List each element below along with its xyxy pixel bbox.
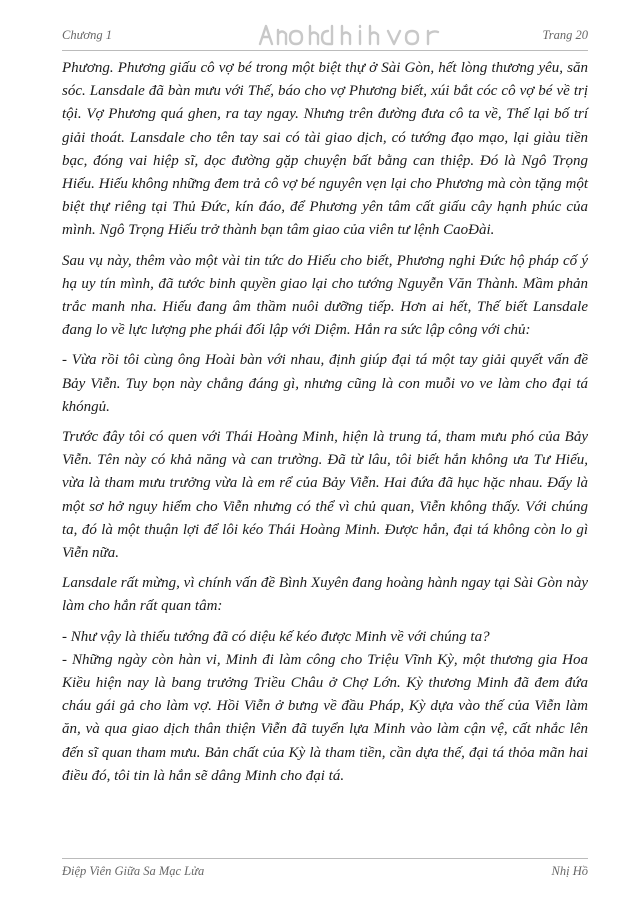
- book-title: Điệp Viên Giữa Sa Mạc Lửa: [62, 864, 205, 878]
- paragraph: Trước đây tôi có quen với Thái Hoàng Minh, hiện là trung tá, tham mưu phó của Bảy Viễn. Tên này có khả năng và can trường. Đã từ lâu, tôi biết hắn không ưa Tư Hiếu, vừa là tham mưu trưởng vừa là em rể của Bảy Viễn. Hai đứa đã hục hặc nhau. Đấy là một sơ hở nguy hiểm cho Viễn nhưng có thể vì chủ quan, Viễn không thấy. Với chúng ta, đó là một thuận lợi để lôi kéo Thái Hoàng Minh. Được hắn, đại tá không còn lo gì Viễn nữa.: [62, 429, 588, 562]
- paragraph: - Như vậy là thiếu tướng đã có diệu kế kéo được Minh về với chúng ta?: [62, 628, 490, 645]
- page-body: [62, 57, 588, 795]
- paragraph: Sau vụ này, thêm vào một vài tin tức do Hiếu cho biết, Phương nghi Đức hộ pháp cố ý hạ uy tín mình, đã tước binh quyền giao lại cho tướng Nguyễn Văn Thành. Mầm phản trắc manh nha. Hiếu đang âm thầm nuôi dưỡng tiếp. Hơn ai hết, Thế biết Lansdale đang lo về lực lượng phe phái đối lập với Diệm. Hắn ra sức lập công với chủ:: [62, 252, 588, 339]
- page-header: [62, 24, 588, 48]
- paragraph: Lansdale rất mừng, vì chính vấn đề Bình Xuyên đang hoàng hành ngay tại Sài Gòn này làm cho hắn rất quan tâm:: [62, 575, 588, 615]
- paragraph: - Vừa rồi tôi cùng ông Hoài bàn với nhau, định giúp đại tá một tay giải quyết vấn đề Bảy Viễn. Tuy bọn này chẳng đáng gì, nhưng cũng là con muỗi vo ve làm cho đại tá khóngủ.: [62, 352, 588, 415]
- publisher-watermark-logo: [252, 22, 452, 48]
- footer-divider: [62, 858, 588, 859]
- author-name: Nhị Hồ: [551, 864, 588, 878]
- paragraph: Phương. Phương giấu cô vợ bé trong một biệt thự ở Sài Gòn, hết lòng thương yêu, săn sóc. Lansdale đã bàn mưu với Thế, báo cho vợ Phương biết, xúi bắt cóc cô vợ bé về trị tội. Vợ Phương quá ghen, ra tay ngay. Nhưng trên đường đưa cô ta về, Thế lại bố trí giải thoát. Lansdale cho tên tay sai có tài giao dịch, có tướng đạo mạo, lại giàu tiền bạc, đóng vai hiệp sĩ, dọc đường gặp chuyện bất bằng can thiệp. Đó là Ngô Trọng Hiếu. Hiếu không những đem trả cô vợ bé nguyên vẹn lại cho Phương mà còn tặng một biệt thự riêng tại Thủ Đức, kín đáo, để Phương yên tâm cất giấu cây hạnh phúc của mình. Ngô Trọng Hiếu trở thành bạn tâm giao của viên tư lệnh CaoĐài.: [62, 60, 588, 239]
- header-divider: [62, 50, 588, 51]
- page-number: Trang 20: [542, 28, 588, 42]
- paragraph: - Những ngày còn hàn vi, Minh đi làm công cho Triệu Vĩnh Kỳ, một thương gia Hoa Kiều hiện nay là bang trưởng Triều Châu ở Chợ Lớn. Kỳ thương Minh đã đem đứa cháu gái gả cho làm vợ. Hồi Viễn ở bưng về đầu Pháp, Kỳ dựa vào thế của Viễn làm ăn, và qua giao dịch thân thiện Viễn đã tuyển lựa Minh vào làm cận vệ, cất nhắc lên đến sĩ quan tham mưu. Bản chất của Kỳ là tham tiền, cần dựa thế, đại tá thỏa mãn hai điều đó, tôi tin là hắn sẽ dâng Minh cho đại tá.: [62, 651, 588, 784]
- chapter-label: Chương 1: [62, 28, 112, 42]
